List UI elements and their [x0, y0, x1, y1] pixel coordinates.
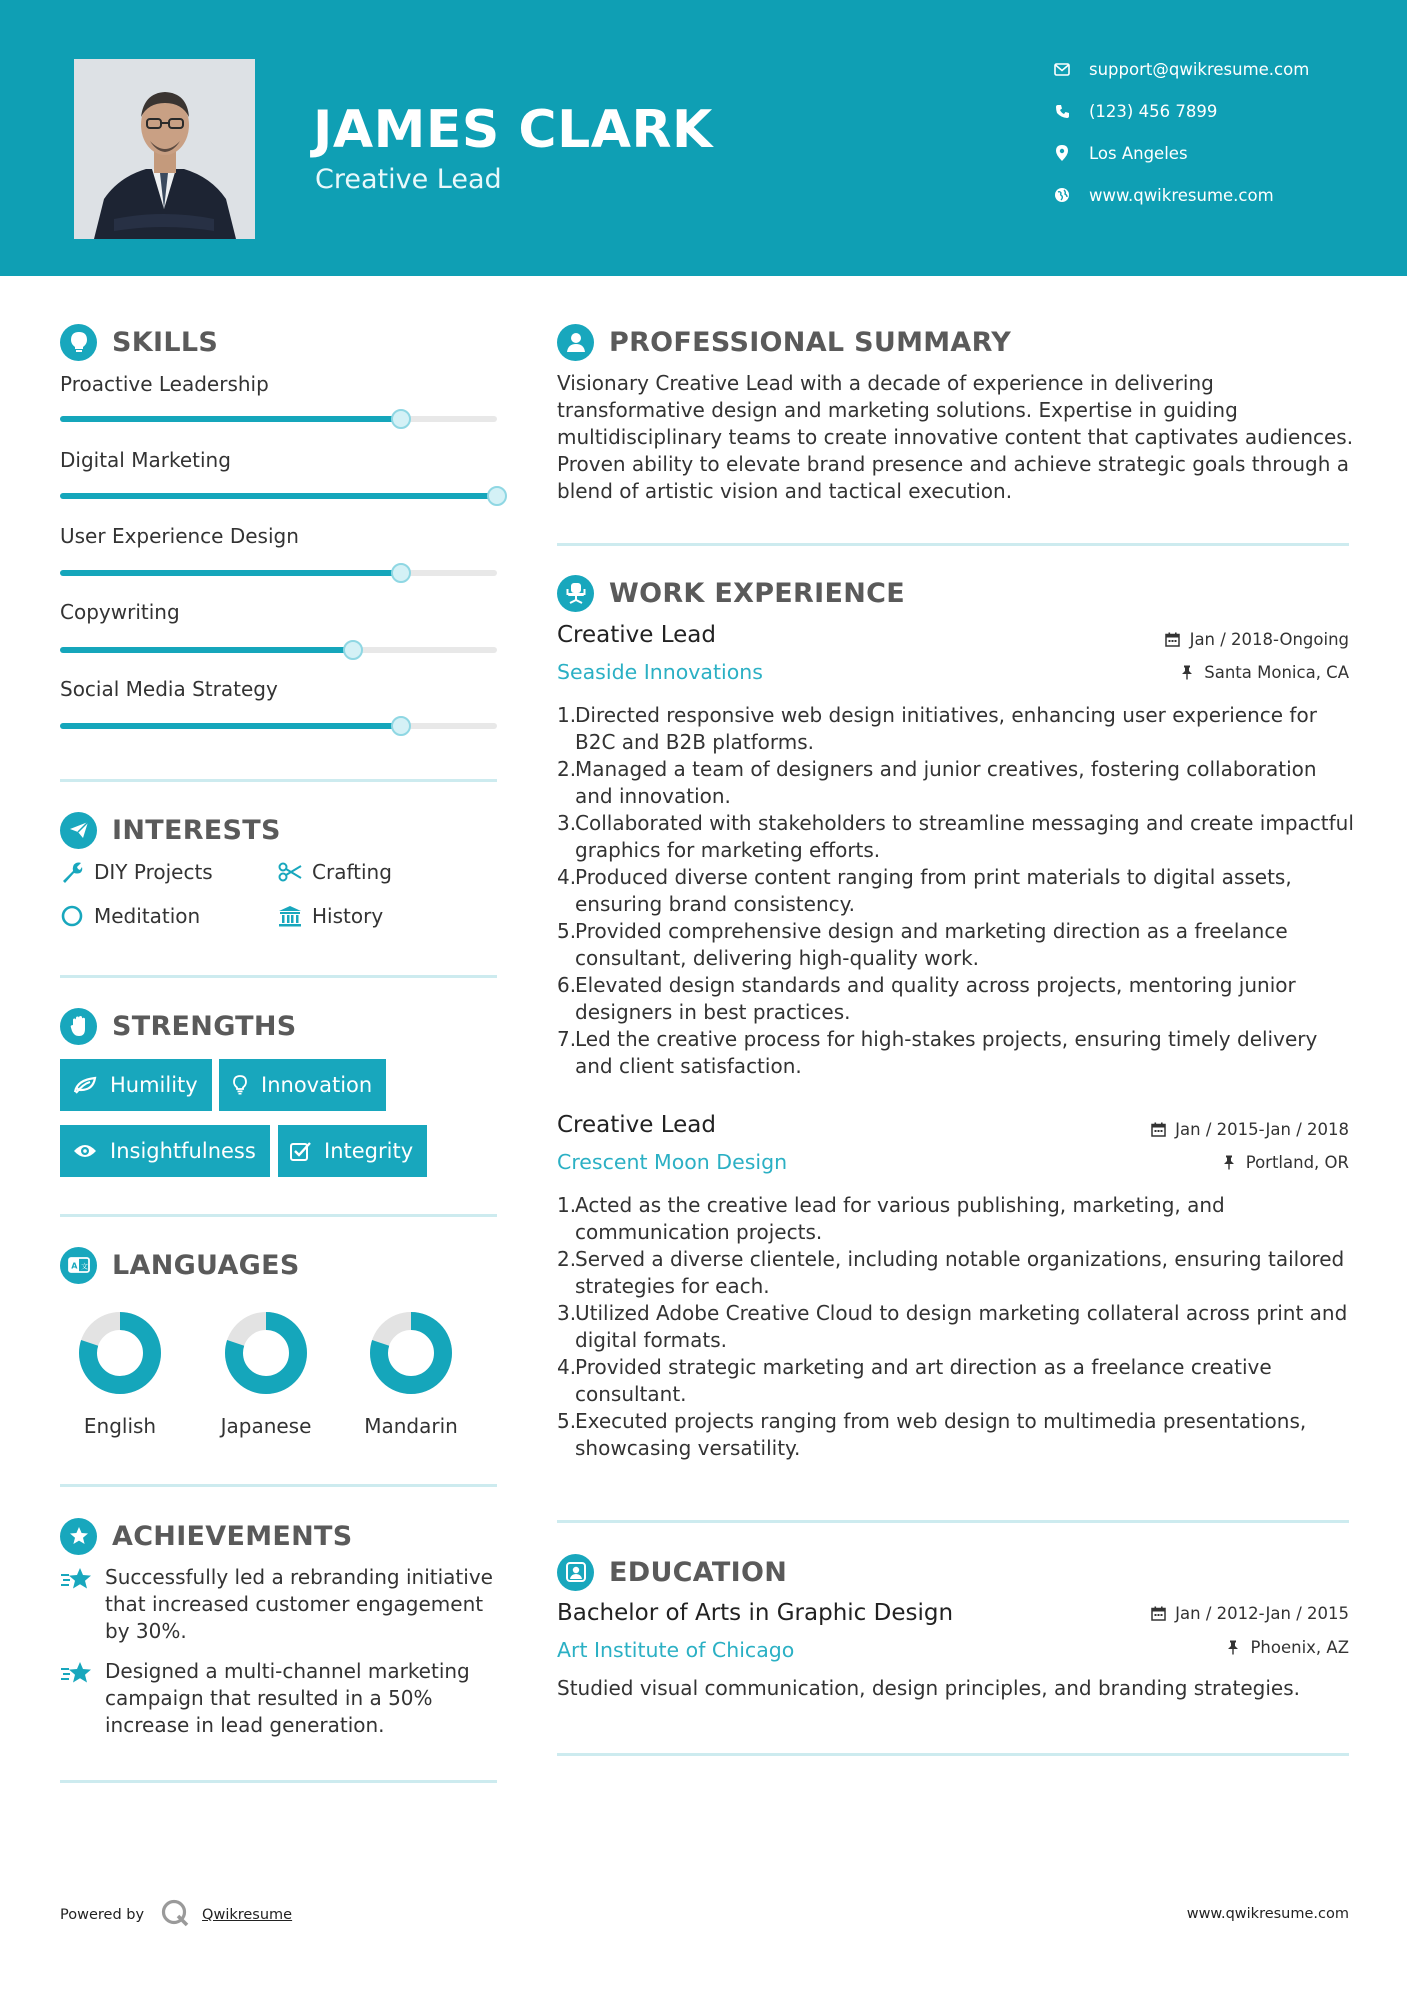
skill-bar — [60, 493, 497, 499]
achievement-text: Successfully led a rebranding initiative that increased customer engagement by 30%. — [105, 1565, 493, 1643]
responsibility-text: Served a diverse clientele, including notable organizations, ensuring tailored strategies for each. — [575, 1247, 1345, 1298]
museum-icon — [278, 904, 302, 928]
responsibility-item: 5. Executed projects ranging from web design to multimedia presentations, showcasing versatility. — [557, 1409, 1307, 1460]
skill-bar — [60, 416, 497, 422]
calendar-icon — [1150, 1606, 1166, 1622]
calendar-icon — [1150, 1122, 1166, 1138]
education-dates — [1150, 1604, 1349, 1623]
section-divider — [557, 543, 1349, 546]
map-pin-icon — [1053, 144, 1071, 162]
skill-bar-knob — [487, 486, 507, 506]
summary-heading — [557, 322, 1011, 362]
powered-by-label: Powered by — [60, 1907, 145, 1923]
interest-label: Crafting — [312, 860, 392, 884]
job-location — [1221, 1153, 1349, 1172]
qwikresume-link[interactable]: Qwikresume — [202, 1907, 293, 1923]
contact-website-text: www.qwikresume.com — [1089, 185, 1274, 205]
interest-label: DIY Projects — [94, 860, 213, 884]
job-dates — [1150, 1120, 1349, 1139]
school-name: Art Institute of Chicago — [557, 1638, 795, 1662]
contact-email-text: support@qwikresume.com — [1089, 59, 1310, 79]
contact-phone-text: (123) 456 7899 — [1089, 101, 1218, 121]
education-heading-label: EDUCATION — [609, 1556, 788, 1588]
eye-icon — [72, 1140, 98, 1162]
qwikresume-logo-icon — [160, 1898, 190, 1932]
education-heading — [557, 1552, 787, 1592]
language-donut — [75, 1308, 165, 1398]
experience-heading-label: WORK EXPERIENCE — [609, 577, 905, 609]
section-divider — [557, 1520, 1349, 1523]
calendar-icon — [1165, 632, 1181, 648]
phone-icon — [1053, 102, 1071, 120]
strength-label: Innovation — [261, 1073, 373, 1097]
resume-header — [0, 0, 1407, 276]
skill-bar-knob — [391, 563, 411, 583]
skill-bar-fill — [60, 416, 401, 422]
responsibility-item: 2. Served a diverse clientele, including notable organizations, ensuring tailored strategies for each. — [557, 1247, 1345, 1298]
footer-website[interactable]: www.qwikresume.com — [1186, 1906, 1349, 1922]
achievements-heading-label: ACHIEVEMENTS — [112, 1520, 353, 1552]
responsibility-text: Provided comprehensive design and marketing direction as a freelance consultant, delivering high-quality work. — [575, 919, 1288, 970]
interest-item — [60, 904, 200, 928]
star-icon — [60, 1658, 94, 1739]
lightbulb-icon — [231, 1074, 249, 1096]
responsibility-text: Led the creative process for high-stakes projects, ensuring timely delivery and client satisfaction. — [575, 1027, 1318, 1078]
job-title: Creative Lead — [557, 1112, 716, 1138]
skill-name: Copywriting — [60, 600, 180, 624]
skill-bar — [60, 723, 497, 729]
responsibility-text: Elevated design standards and quality across projects, mentoring junior designers in best practices. — [575, 973, 1296, 1024]
job-responsibilities — [557, 1192, 1357, 1462]
section-divider — [557, 1753, 1349, 1756]
section-divider — [60, 975, 497, 978]
education-description: Studied visual communication, design principles, and branding strategies. — [557, 1676, 1300, 1700]
skill-bar-knob — [343, 640, 363, 660]
job-location-text: Santa Monica, CA — [1204, 663, 1349, 682]
section-divider — [60, 1780, 497, 1783]
pushpin-icon — [1225, 1640, 1241, 1656]
strength-label: Insightfulness — [110, 1139, 256, 1163]
responsibility-text: Collaborated with stakeholders to streamline messaging and create impactful graphics for marketing efforts. — [575, 811, 1354, 862]
skill-name: User Experience Design — [60, 524, 299, 548]
interest-label: Meditation — [94, 904, 201, 928]
check-square-icon — [290, 1140, 312, 1162]
education-location — [1225, 1638, 1349, 1657]
language-item — [55, 1308, 185, 1438]
paper-plane-icon — [60, 812, 97, 849]
job-location-text: Portland, OR — [1245, 1153, 1349, 1172]
section-divider — [60, 779, 497, 782]
job-location — [1179, 663, 1349, 682]
skill-bar-fill — [60, 723, 401, 729]
responsibility-text: Acted as the creative lead for various publishing, marketing, and communication projects. — [575, 1193, 1225, 1244]
candidate-title: Creative Lead — [315, 164, 502, 195]
user-icon — [557, 324, 594, 361]
job-responsibilities — [557, 702, 1357, 1080]
skill-bar — [60, 570, 497, 576]
responsibility-item: 5. Provided comprehensive design and marketing direction as a freelance consultant, delivering high-quality work. — [557, 919, 1288, 970]
language-donut — [221, 1308, 311, 1398]
experience-heading — [557, 573, 905, 613]
responsibility-text: Produced diverse content ranging from print materials to digital assets, ensuring brand consistency. — [575, 865, 1292, 916]
strengths-heading — [60, 1006, 297, 1046]
summary-heading-label: PROFESSIONAL SUMMARY — [609, 326, 1012, 358]
achievements-heading — [60, 1516, 353, 1556]
skill-name: Proactive Leadership — [60, 372, 269, 396]
skill-bar-knob — [391, 716, 411, 736]
wrench-icon — [60, 860, 84, 884]
responsibility-item: 1. Directed responsive web design initiatives, enhancing user experience for B2C and B2B platforms. — [557, 703, 1317, 754]
responsibility-text: Managed a team of designers and junior creatives, fostering collaboration and innovation. — [575, 757, 1317, 808]
job-company: Seaside Innovations — [557, 660, 763, 684]
responsibility-item: 6. Elevated design standards and quality across projects, mentoring junior designers in best practices. — [557, 973, 1296, 1024]
responsibility-item: 3. Collaborated with stakeholders to streamline messaging and create impactful graphics for marketing efforts. — [557, 811, 1354, 862]
job-dates-text: Jan / 2018-Ongoing — [1189, 630, 1349, 649]
degree-title: Bachelor of Arts in Graphic Design — [557, 1600, 954, 1626]
contact-location-text: Los Angeles — [1089, 143, 1188, 163]
languages-heading — [60, 1245, 300, 1285]
lightbulb-icon — [60, 324, 97, 361]
language-name: Mandarin — [364, 1414, 458, 1438]
footer-powered-by — [60, 1898, 292, 1932]
candidate-name: JAMES CLARK — [313, 100, 713, 160]
achievement-text: Designed a multi-channel marketing campaign that resulted in a 50% increase in lead generation. — [105, 1659, 470, 1737]
skill-name: Digital Marketing — [60, 448, 231, 472]
responsibility-item: 4. Provided strategic marketing and art direction as a freelance creative consultant. — [557, 1355, 1272, 1406]
skill-bar-knob — [391, 409, 411, 429]
contact-location — [1053, 141, 1393, 165]
education-dates-text: Jan / 2012-Jan / 2015 — [1175, 1604, 1349, 1623]
skill-bar — [60, 647, 497, 653]
hand-icon — [60, 1008, 97, 1045]
skills-heading-label: SKILLS — [112, 326, 219, 358]
skills-heading — [60, 322, 218, 362]
language-name: English — [83, 1414, 157, 1438]
interest-label: History — [312, 904, 384, 928]
language-icon — [60, 1247, 97, 1284]
job-dates — [1165, 630, 1349, 649]
responsibility-item: 4. Produced diverse content ranging from print materials to digital assets, ensuring brand consistency. — [557, 865, 1292, 916]
language-item — [346, 1308, 476, 1438]
education-location-text: Phoenix, AZ — [1250, 1638, 1349, 1657]
strength-badge — [60, 1059, 212, 1111]
interests-heading — [60, 810, 281, 850]
star-icon — [60, 1564, 94, 1645]
language-name: Japanese — [220, 1414, 312, 1438]
interest-item — [278, 904, 383, 928]
responsibility-item: 1. Acted as the creative lead for various publishing, marketing, and communication projects. — [557, 1193, 1225, 1244]
interest-item — [278, 860, 392, 884]
skill-bar-fill — [60, 570, 401, 576]
profile-photo — [74, 59, 255, 239]
skill-bar-fill — [60, 647, 353, 653]
responsibility-text: Utilized Adobe Creative Cloud to design marketing collateral across print and digital formats. — [575, 1301, 1348, 1352]
job-dates-text: Jan / 2015-Jan / 2018 — [1175, 1120, 1349, 1139]
envelope-icon — [1053, 60, 1071, 78]
graduate-icon — [557, 1554, 594, 1591]
strength-badge — [219, 1059, 386, 1111]
leaf-icon — [72, 1074, 98, 1096]
svg-text:A: A — [70, 1261, 78, 1271]
strength-label: Integrity — [324, 1139, 414, 1163]
section-divider — [60, 1484, 497, 1487]
strength-label: Humility — [110, 1073, 198, 1097]
section-divider — [60, 1214, 497, 1217]
language-donut — [366, 1308, 456, 1398]
strength-badge — [278, 1125, 427, 1177]
interest-item — [60, 860, 213, 884]
job-title: Creative Lead — [557, 622, 716, 648]
skill-name: Social Media Strategy — [60, 677, 278, 701]
contact-phone[interactable] — [1053, 99, 1393, 123]
star-badge-icon — [60, 1518, 97, 1555]
contact-website[interactable] — [1053, 183, 1393, 207]
skill-bar-fill — [60, 493, 497, 499]
responsibility-text: Directed responsive web design initiatives, enhancing user experience for B2C and B2B platforms. — [575, 703, 1317, 754]
interests-heading-label: INTERESTS — [112, 814, 281, 846]
achievement-item — [60, 1564, 510, 1645]
pushpin-icon — [1179, 665, 1195, 681]
svg-text:文: 文 — [80, 1262, 88, 1271]
language-item — [201, 1308, 331, 1438]
strengths-heading-label: STRENGTHS — [112, 1010, 297, 1042]
circle-icon — [60, 904, 84, 928]
responsibility-item: 2. Managed a team of designers and junior creatives, fostering collaboration and innovation. — [557, 757, 1317, 808]
job-company: Crescent Moon Design — [557, 1150, 788, 1174]
office-chair-icon — [557, 575, 594, 612]
responsibility-item: 7. Led the creative process for high-stakes projects, ensuring timely delivery and client satisfaction. — [557, 1027, 1318, 1078]
responsibility-item: 3. Utilized Adobe Creative Cloud to design marketing collateral across print and digital formats. — [557, 1301, 1348, 1352]
achievement-item — [60, 1658, 510, 1739]
strength-badge — [60, 1125, 270, 1177]
pushpin-icon — [1221, 1155, 1237, 1171]
globe-icon — [1053, 186, 1071, 204]
scissors-icon — [278, 860, 302, 884]
contact-email[interactable] — [1053, 57, 1393, 81]
responsibility-text: Provided strategic marketing and art direction as a freelance creative consultant. — [575, 1355, 1272, 1406]
summary-text: Visionary Creative Lead with a decade of experience in delivering transformative design and marketing solutions. Expertise in guiding multidisciplinary teams to create innovative content that captivates audiences. Proven ability to elevate brand presence and achieve strategic goals through a blend of artistic vision and tactical execution. — [557, 371, 1354, 503]
responsibility-text: Executed projects ranging from web design to multimedia presentations, showcasing versatility. — [575, 1409, 1307, 1460]
languages-heading-label: LANGUAGES — [112, 1249, 300, 1281]
